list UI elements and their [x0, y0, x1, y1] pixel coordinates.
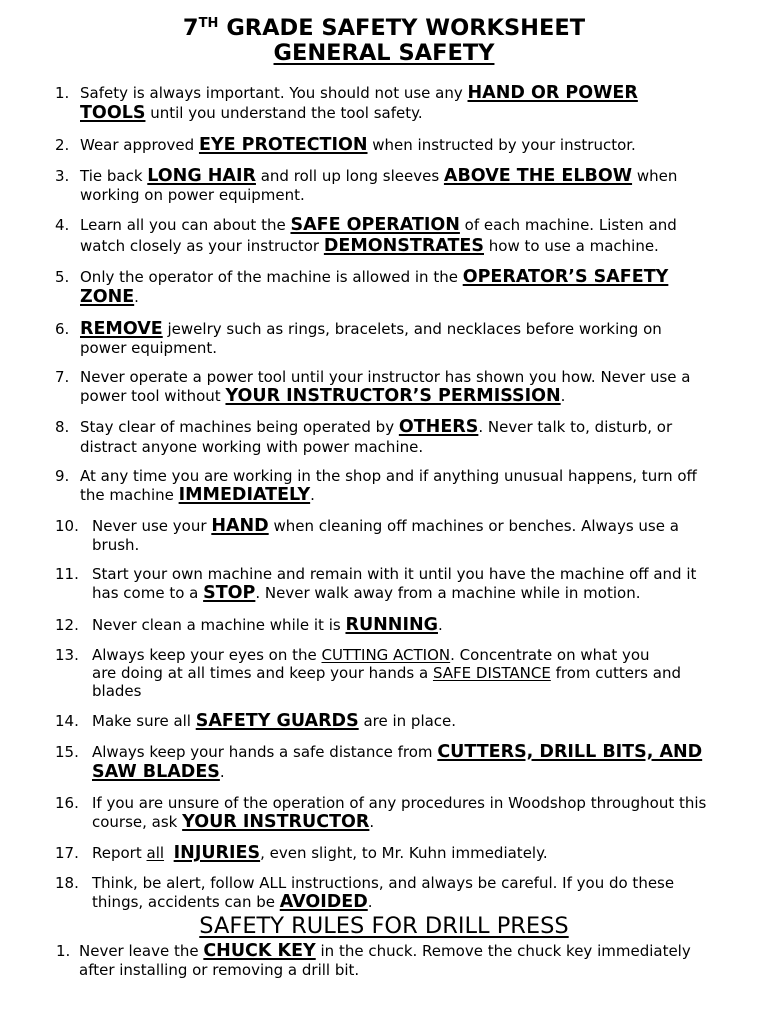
rule-text-run: when cleaning off machines or benches. Always use a: [268, 516, 679, 535]
rule-keyword: YOUR INSTRUCTOR’S PERMISSION: [225, 386, 561, 407]
rule-text-line: [80, 236, 768, 257]
rule-text-line: [80, 83, 768, 104]
rule-text-run: distract anyone working with power machine.: [80, 437, 424, 456]
rule-number: 6.: [55, 319, 70, 338]
rule-text-run: blades: [92, 681, 142, 700]
rule-text-run: course, ask: [92, 812, 183, 831]
rule-text-line: [80, 135, 768, 156]
rule-keyword: ABOVE THE ELBOW: [443, 165, 633, 186]
drill-press-heading-text: SAFETY RULES FOR DRILL PRESS: [199, 912, 569, 939]
rule-text-run: things, accidents can be: [92, 893, 280, 912]
rule-text-line: [80, 417, 768, 438]
rule-keyword: SAFE OPERATION: [290, 215, 460, 236]
rule-item: [55, 135, 768, 156]
rule-text: [80, 267, 768, 308]
rule-text-run: power tool without: [80, 387, 226, 406]
rule-item: [55, 516, 768, 555]
rule-text: [80, 166, 768, 205]
rule-text: [80, 135, 768, 156]
rule-text: [92, 615, 768, 636]
rule-item: [55, 646, 768, 700]
rule-text-line: [92, 583, 768, 604]
rule-text-run: power equipment.: [80, 339, 218, 358]
rule-item: [55, 215, 768, 256]
rule-text: [79, 941, 768, 980]
worksheet-title: [0, 16, 768, 41]
rule-keyword: SAFETY GUARDS: [195, 710, 359, 731]
rule-item: [55, 467, 768, 506]
rule-text-line: [92, 536, 768, 554]
rule-text-line: [80, 287, 768, 308]
rule-text-line: [79, 941, 768, 962]
rule-text: [80, 319, 768, 358]
rule-text-run: If you are unsure of the operation of any procedures in Woodshop throughout this: [92, 793, 707, 812]
rule-number: 9.: [55, 466, 70, 485]
rule-text-line: [92, 711, 768, 732]
rule-text-run: Make sure all: [92, 711, 196, 730]
drill-press-heading: [0, 913, 768, 939]
rule-text-run: Report: [92, 844, 147, 862]
rule-text-line: [92, 615, 768, 636]
rule-text: [80, 368, 768, 407]
rule-text-line: [80, 186, 768, 204]
rule-keyword: EYE PROTECTION: [198, 134, 368, 155]
rule-text-line: [80, 215, 768, 236]
title-grade-superscript: TH: [198, 15, 219, 31]
rule-text: [80, 83, 768, 124]
rule-text-run: and roll up long sleeves: [255, 166, 444, 185]
rule-text-line: [80, 267, 768, 288]
rule-text-run: Think, be alert, follow ALL instructions, and always be careful. If you do these: [92, 874, 675, 893]
rule-number: 2.: [55, 135, 70, 154]
rule-text: [92, 794, 768, 833]
rule-keyword: ZONE: [80, 287, 135, 308]
rule-keyword: SAW BLADES: [92, 762, 220, 783]
title-text: GRADE SAFETY WORKSHEET: [226, 14, 586, 41]
rule-number: 1.: [55, 83, 70, 102]
rule-text-line: [92, 565, 768, 583]
rule-text: [92, 843, 768, 864]
rule-text-run: .: [560, 387, 566, 406]
rule-text-run: .: [219, 763, 225, 782]
rule-keyword: IMMEDIATELY: [178, 484, 311, 505]
rule-text-run: , even slight, to Mr. Kuhn immediately.: [260, 844, 548, 862]
general-safety-rules-list: [0, 83, 768, 913]
rule-text-run: .: [367, 893, 373, 912]
rule-text-run: .: [310, 485, 315, 504]
general-safety-heading: [0, 41, 768, 66]
rule-text-run: in the chuck. Remove the chuck key immediately: [315, 941, 691, 960]
rule-text-run: Never leave the: [79, 941, 204, 960]
rule-item: [55, 267, 768, 308]
rule-item: [55, 794, 768, 833]
rule-text-line: [80, 339, 768, 357]
rule-item: [56, 941, 768, 980]
rule-text-run: are in place.: [358, 711, 457, 730]
rule-number: 12.: [55, 615, 79, 634]
rule-keyword: OTHERS: [398, 417, 479, 438]
rule-text-run: when: [632, 166, 678, 185]
rule-number: 8.: [55, 418, 70, 437]
rule-text-run: .: [134, 288, 139, 307]
rule-item: [55, 711, 768, 732]
rule-number: 1.: [56, 941, 71, 960]
rule-text-run: brush.: [92, 536, 140, 555]
rule-keyword: TOOLS: [80, 103, 146, 124]
rule-text: [92, 711, 768, 732]
rule-text-run: the machine: [80, 485, 179, 504]
rule-text-run: Never clean a machine while it is: [92, 615, 346, 634]
rule-number: 4.: [55, 216, 70, 235]
rule-text-line: [92, 762, 768, 783]
rule-text-line: [80, 386, 768, 407]
rule-text-run: At any time you are working in the shop and if anything unusual happens, turn off: [80, 466, 697, 485]
rule-text-run: jewelry such as rings, bracelets, and necklaces before working on: [162, 319, 662, 338]
rule-text-run: . Never walk away from a machine while in motion.: [255, 584, 641, 603]
rule-text: [92, 742, 768, 783]
rule-text-line: [80, 103, 768, 124]
rule-text: [92, 516, 768, 555]
rule-number: 15.: [55, 742, 79, 761]
rule-keyword: RUNNING: [345, 614, 438, 635]
rule-keyword: YOUR INSTRUCTOR: [182, 811, 370, 832]
rule-keyword: STOP: [203, 583, 256, 604]
rule-text-run: has come to a: [92, 584, 204, 603]
rule-text-line: [92, 892, 768, 913]
rule-keyword: DEMONSTRATES: [323, 235, 484, 256]
rule-text: [80, 467, 768, 506]
rule-text-run: from cutters and: [550, 663, 681, 682]
rule-text-run: Tie back: [80, 166, 148, 185]
rule-text-run: when instructed by your instructor.: [367, 135, 636, 154]
rule-keyword: INJURIES: [173, 843, 261, 863]
rule-number: 10.: [55, 516, 79, 535]
rule-text-run: Safety is always important. You should not use any: [80, 83, 468, 102]
rule-number: 18.: [55, 874, 79, 893]
rule-text-run: .: [369, 812, 375, 831]
rule-text-run: how to use a machine.: [484, 236, 659, 255]
rule-item: [55, 874, 768, 913]
rule-text-run: until you understand the tool safety.: [145, 104, 423, 123]
rule-keyword: REMOVE: [80, 318, 163, 339]
rule-keyword: LONG HAIR: [147, 165, 256, 186]
rule-text-run: .: [437, 615, 443, 634]
rule-text: [92, 565, 768, 604]
rule-keyword: CUTTERS, DRILL BITS, AND: [437, 741, 703, 762]
rule-text-line: [79, 961, 768, 979]
rule-number: 7.: [55, 368, 70, 387]
rule-text-run: Stay clear of machines being operated by: [80, 418, 399, 437]
rule-text: [92, 646, 768, 700]
rule-text-line: [92, 794, 768, 812]
rule-keyword: HAND: [211, 515, 269, 536]
rule-text-line: [92, 874, 768, 892]
rule-item: [55, 417, 768, 456]
rule-text-run: after installing or removing a drill bit.: [79, 961, 360, 980]
rule-text-line: [80, 319, 768, 340]
rule-text: [92, 874, 768, 913]
rule-text-run: working on power equipment.: [80, 186, 305, 205]
rule-item: [55, 615, 768, 636]
rule-item: [55, 83, 768, 124]
rule-number: 14.: [55, 711, 79, 730]
rule-text-run: Always keep your eyes on the: [92, 645, 322, 664]
rule-text-line: [92, 664, 768, 682]
rule-text-line: [92, 516, 768, 537]
rule-text-run: Only the operator of the machine is allowed in the: [80, 267, 463, 286]
rule-text-line: [92, 646, 768, 664]
rule-number: 11.: [55, 565, 79, 584]
rule-number: 3.: [55, 166, 70, 185]
rule-text-run: Always keep your hands a safe distance from: [92, 742, 438, 761]
rule-item: [55, 319, 768, 358]
rule-number: 13.: [55, 645, 79, 664]
rule-text-run: Start your own machine and remain with it until you have the machine off and it: [92, 565, 697, 584]
rule-number: 17.: [55, 844, 79, 862]
rule-text-run: . Concentrate on what you: [450, 645, 650, 664]
rule-number: 5.: [55, 267, 70, 286]
rule-keyword: CHUCK KEY: [203, 940, 316, 961]
rule-text-line: [80, 485, 768, 506]
rule-text-run: Never use your: [92, 516, 212, 535]
rule-text-line: [92, 682, 768, 700]
title-grade-number: 7: [182, 14, 199, 41]
rule-text-run: Never operate a power tool until your instructor has shown you how. Never use a: [80, 368, 691, 387]
rule-item: [55, 742, 768, 783]
rule-keyword: OPERATOR’S SAFETY: [462, 266, 669, 287]
rule-underlined-text: all: [146, 844, 165, 862]
rule-text-run: watch closely as your instructor: [80, 236, 324, 255]
rule-text-line: [92, 812, 768, 833]
rule-text-line: [80, 467, 768, 485]
drill-press-rules-list: [0, 941, 768, 980]
rule-text-line: [80, 438, 768, 456]
rule-item: [55, 368, 768, 407]
rule-keyword: AVOIDED: [279, 892, 368, 913]
general-safety-heading-text: GENERAL SAFETY: [273, 39, 495, 66]
rule-text-line: [80, 368, 768, 386]
rule-text-run: . Never talk to, disturb, or: [478, 418, 673, 437]
rule-number: 16.: [55, 793, 79, 812]
rule-text: [80, 215, 768, 256]
rule-text-run: Wear approved: [80, 135, 199, 154]
rule-text-run: Learn all you can about the: [80, 216, 291, 235]
rule-text-line: [80, 166, 768, 187]
rule-item: [55, 166, 768, 205]
rule-text-line: [92, 742, 768, 763]
rule-underlined-text: CUTTING ACTION: [321, 645, 451, 664]
rule-item: [55, 565, 768, 604]
rule-text-run: are doing at all times and keep your hands a: [92, 663, 433, 682]
rule-text-line: [92, 843, 768, 864]
rule-underlined-text: SAFE DISTANCE: [432, 663, 551, 682]
rule-text-run: of each machine. Listen and: [459, 216, 677, 235]
rule-item: [55, 843, 768, 864]
rule-text: [80, 417, 768, 456]
rule-keyword: HAND OR POWER: [467, 82, 638, 103]
